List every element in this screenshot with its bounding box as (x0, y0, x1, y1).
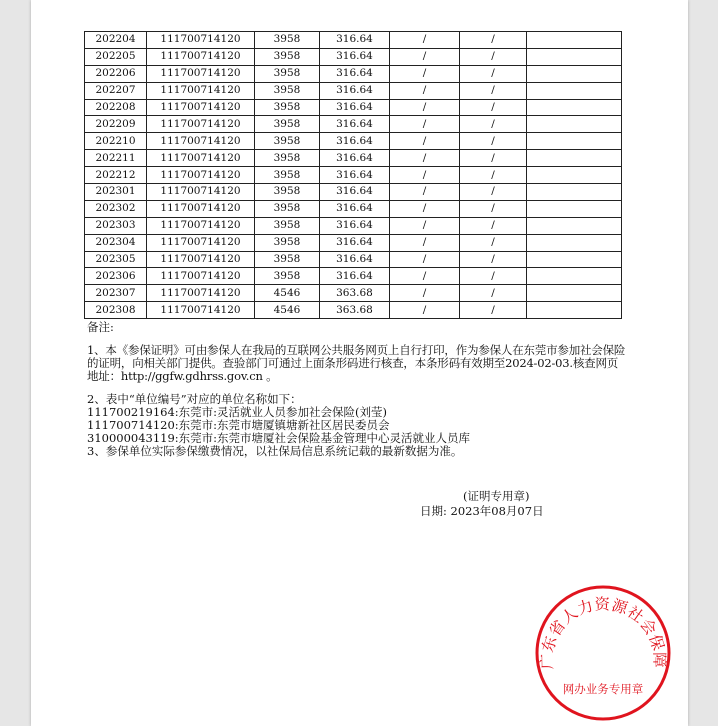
table-cell (527, 133, 622, 150)
remarks-heading: 备注: (87, 320, 114, 334)
table-cell: 202212 (85, 167, 147, 184)
table-cell: 111700714120 (147, 285, 255, 302)
table-cell: 3958 (255, 65, 320, 82)
table-cell: 363.68 (320, 285, 390, 302)
table-cell: 202209 (85, 116, 147, 133)
table-cell (527, 116, 622, 133)
table-cell: 202308 (85, 302, 147, 319)
table-row (85, 302, 622, 319)
table-cell: 316.64 (320, 48, 390, 65)
table-cell: 202206 (85, 65, 147, 82)
table-cell: / (460, 150, 527, 167)
table-cell: 202302 (85, 200, 147, 217)
seal-label: (证明专用章) (463, 489, 530, 503)
table-cell: 316.64 (320, 268, 390, 285)
remarks-note-1: 1、本《参保证明》可由参保人在我局的互联网公共服务网页上自行打印，作为参保人在东莞市参加社会保险的证明，向相关部门提供。查验部门可通过上面条形码进行核查，本条形码有效期至2024-02-03.核查网页地址：http://ggfw.gdhrss.gov.cn 。 (87, 343, 626, 383)
table-cell (527, 99, 622, 116)
table-cell: 111700714120 (147, 167, 255, 184)
remarks-note-3: 3、参保单位实际参保缴费情况，以社保局信息系统记载的最新数据为准。 (87, 444, 463, 458)
table-cell: / (460, 65, 527, 82)
table-cell: 3958 (255, 116, 320, 133)
table-cell: 202211 (85, 150, 147, 167)
table-cell: 316.64 (320, 82, 390, 99)
table-cell (527, 234, 622, 251)
table-cell: 202204 (85, 32, 147, 49)
table-cell: 111700714120 (147, 234, 255, 251)
table-cell: / (390, 65, 460, 82)
table-cell: / (390, 116, 460, 133)
table-cell: 316.64 (320, 32, 390, 49)
table-cell: / (460, 285, 527, 302)
table-cell: 316.64 (320, 234, 390, 251)
table-cell: / (390, 217, 460, 234)
table-cell (527, 302, 622, 319)
table-cell: / (460, 32, 527, 49)
table-row (85, 82, 622, 99)
table-cell: / (460, 184, 527, 201)
table-cell: / (390, 285, 460, 302)
table-cell: 3958 (255, 133, 320, 150)
seal-arc-text: 广东省人力资源社会保障 (538, 595, 669, 670)
table-cell: / (390, 184, 460, 201)
table-cell: 316.64 (320, 184, 390, 201)
table-cell: / (390, 99, 460, 116)
table-cell: 111700714120 (147, 32, 255, 49)
table-cell: 3958 (255, 251, 320, 268)
table-cell: 111700714120 (147, 217, 255, 234)
table-row (85, 200, 622, 217)
table-row (85, 150, 622, 167)
issue-date (420, 504, 544, 519)
table-cell: 202205 (85, 48, 147, 65)
table-cell (527, 65, 622, 82)
table-cell: / (460, 99, 527, 116)
remarks-note-2: 2、表中“单位编号”对应的单位名称如下： (87, 392, 302, 406)
table-row (85, 167, 622, 184)
table-cell: 111700714120 (147, 65, 255, 82)
table-cell: 111700714120 (147, 200, 255, 217)
table-cell: 202306 (85, 268, 147, 285)
unit-entry: 310000043119:东莞市:东莞市塘厦社会保险基金管理中心灵活就业人员库 (87, 431, 471, 445)
table-cell: 316.64 (320, 99, 390, 116)
table-cell: / (460, 82, 527, 99)
table-cell: / (460, 302, 527, 319)
table-cell: / (460, 268, 527, 285)
table-cell: 111700714120 (147, 82, 255, 99)
table-cell (527, 167, 622, 184)
table-cell: 202208 (85, 99, 147, 116)
table-cell: 316.64 (320, 167, 390, 184)
table-cell: 3958 (255, 217, 320, 234)
table-cell: 111700714120 (147, 48, 255, 65)
unit-entry: 111700219164:东莞市:灵活就业人员参加社会保险(刘莹) (87, 405, 388, 419)
table-cell: 363.68 (320, 302, 390, 319)
table-cell: / (390, 167, 460, 184)
table-cell: / (460, 167, 527, 184)
table-row (85, 268, 622, 285)
table-cell: 316.64 (320, 251, 390, 268)
table-cell: 3958 (255, 150, 320, 167)
table-cell: 202305 (85, 251, 147, 268)
contribution-table-body (85, 32, 622, 319)
table-cell: 316.64 (320, 65, 390, 82)
table-cell: 3958 (255, 99, 320, 116)
table-row (85, 285, 622, 302)
table-cell: / (390, 82, 460, 99)
table-row (85, 48, 622, 65)
table-cell (527, 285, 622, 302)
table-cell: 3958 (255, 48, 320, 65)
table-cell: 3958 (255, 167, 320, 184)
table-cell: / (460, 234, 527, 251)
table-cell: 3958 (255, 184, 320, 201)
contribution-table (84, 31, 622, 319)
table-cell (527, 268, 622, 285)
table-row (85, 234, 622, 251)
table-cell: / (390, 268, 460, 285)
table-row (85, 251, 622, 268)
table-cell: 3958 (255, 82, 320, 99)
table-cell: 202207 (85, 82, 147, 99)
table-cell: 316.64 (320, 200, 390, 217)
table-cell: / (390, 32, 460, 49)
table-cell: 111700714120 (147, 99, 255, 116)
table-row (85, 32, 622, 49)
certification-block (420, 489, 544, 519)
table-cell (527, 251, 622, 268)
table-cell: 111700714120 (147, 251, 255, 268)
table-cell: / (460, 133, 527, 150)
table-cell: / (390, 48, 460, 65)
table-cell: 111700714120 (147, 302, 255, 319)
table-cell: 202210 (85, 133, 147, 150)
table-cell: 3958 (255, 200, 320, 217)
table-cell (527, 184, 622, 201)
table-cell: 111700714120 (147, 184, 255, 201)
table-cell: 111700714120 (147, 133, 255, 150)
table-cell (527, 48, 622, 65)
table-cell: / (390, 234, 460, 251)
table-cell (527, 200, 622, 217)
table-row (85, 99, 622, 116)
table-cell: / (460, 217, 527, 234)
table-row (85, 133, 622, 150)
table-row (85, 116, 622, 133)
table-cell: 111700714120 (147, 116, 255, 133)
date-value: 2023年08月07日 (450, 504, 544, 518)
table-cell: / (390, 251, 460, 268)
table-cell: 111700714120 (147, 268, 255, 285)
table-row (85, 65, 622, 82)
table-row (85, 217, 622, 234)
table-cell: / (460, 48, 527, 65)
table-cell: / (460, 200, 527, 217)
unit-entry: 111700714120:东莞市:东莞市塘厦镇塘新社区居民委员会 (87, 418, 390, 432)
table-cell: 111700714120 (147, 150, 255, 167)
table-cell: 202307 (85, 285, 147, 302)
table-cell: 202304 (85, 234, 147, 251)
table-cell: 202303 (85, 217, 147, 234)
table-cell: 316.64 (320, 217, 390, 234)
remarks-section (87, 321, 627, 458)
table-cell: 3958 (255, 268, 320, 285)
table-cell: 316.64 (320, 116, 390, 133)
table-cell: / (460, 251, 527, 268)
document-page (31, 0, 688, 726)
table-cell: / (390, 133, 460, 150)
table-cell: 3958 (255, 234, 320, 251)
seal-bottom-text: 网办业务专用章 (562, 682, 644, 696)
table-cell: / (460, 116, 527, 133)
table-cell: 316.64 (320, 133, 390, 150)
official-seal-stamp (534, 584, 672, 722)
table-cell (527, 32, 622, 49)
table-cell (527, 217, 622, 234)
table-cell (527, 150, 622, 167)
table-cell: 4546 (255, 302, 320, 319)
table-cell: 3958 (255, 32, 320, 49)
table-cell: / (390, 150, 460, 167)
table-cell: 316.64 (320, 150, 390, 167)
table-cell (527, 82, 622, 99)
table-row (85, 184, 622, 201)
table-cell: 4546 (255, 285, 320, 302)
table-cell: 202301 (85, 184, 147, 201)
date-label: 日期: (420, 504, 447, 518)
table-cell: / (390, 200, 460, 217)
table-cell: / (390, 302, 460, 319)
